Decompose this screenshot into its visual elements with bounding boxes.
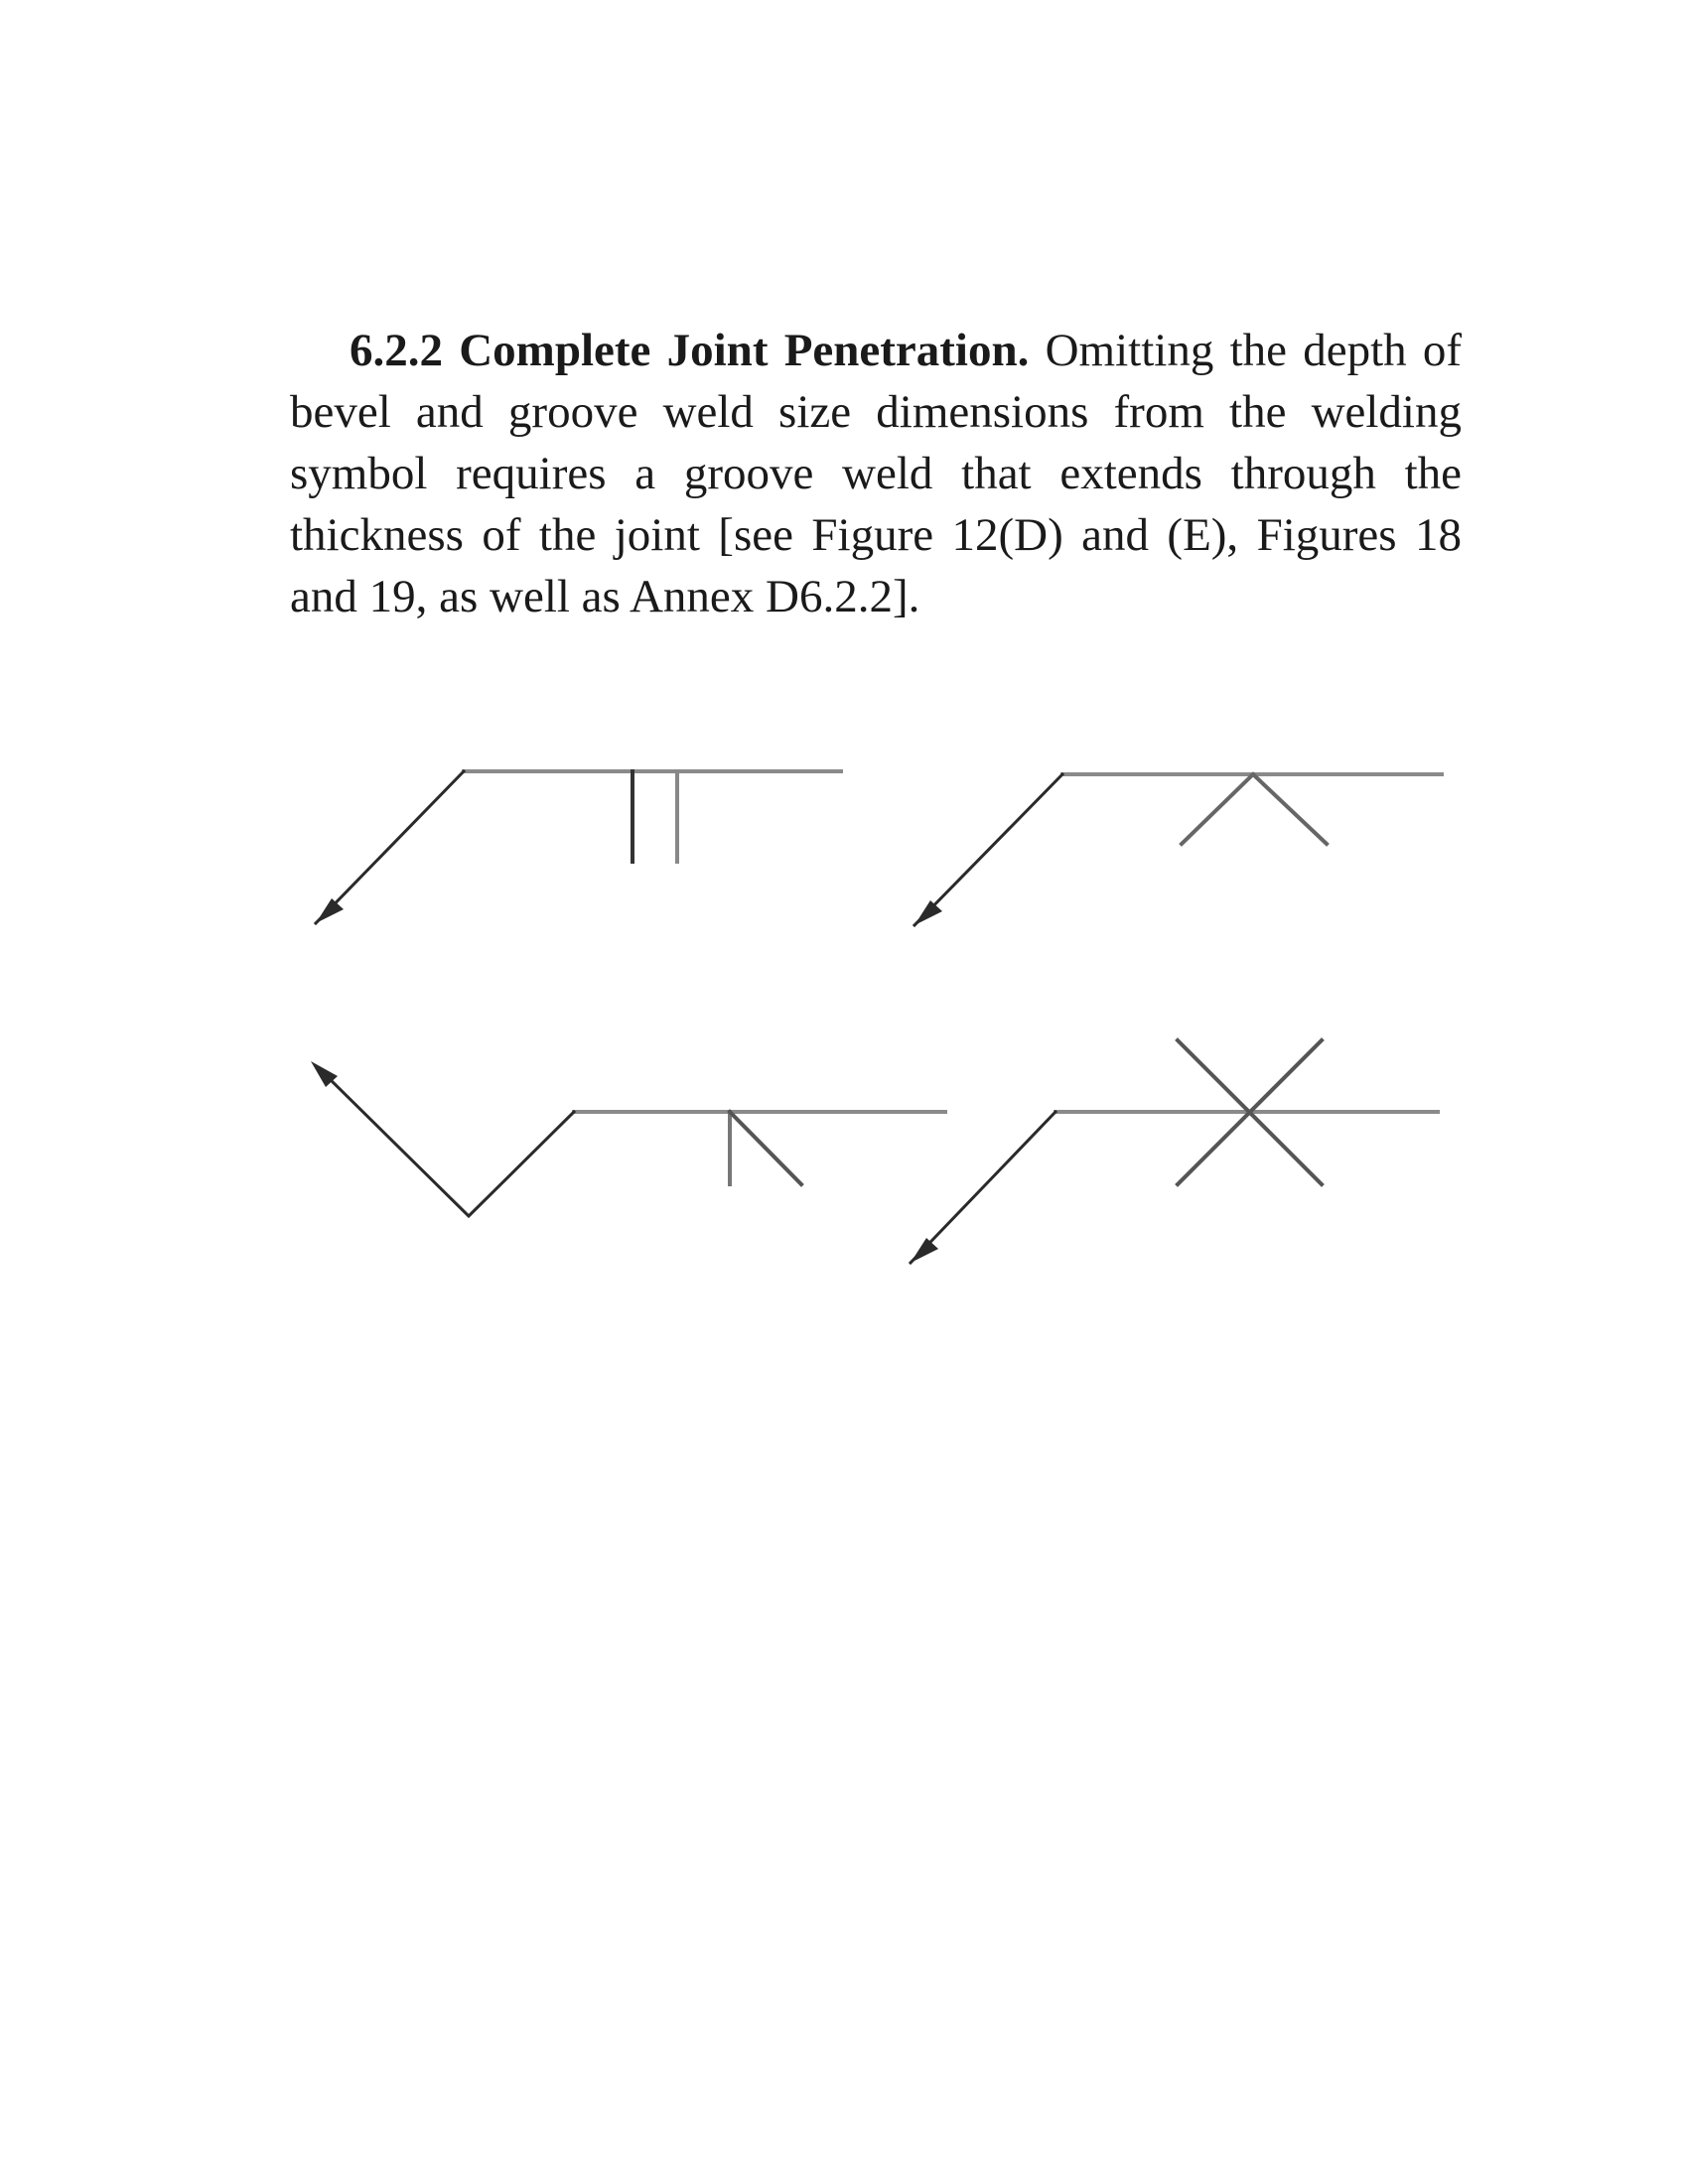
weld-mark [1182,774,1327,844]
bevel-groove-weld-symbol [311,1061,945,1216]
section-body: Omitting the depth of bevel and groove weld size dimensions from the welding symbol requires a groove weld that extends through the thickness of the joint [see Figure 12(D) and (E), Figures 18 and 19, as well as Annex D6.2.2]. [290,325,1463,622]
arrowhead [914,900,942,925]
arrowhead [316,898,344,923]
section-number: 6.2.2 [350,325,443,376]
weld-mark-bevel [730,1112,801,1184]
square-groove-weld-symbol [316,771,841,923]
arrow-leader [316,771,464,923]
v-groove-weld-symbol [914,774,1442,925]
arrowhead [911,1238,938,1263]
section-heading: Complete Joint Penetration. [459,325,1030,376]
arrow-leader [328,1077,574,1216]
arrow-leader [914,774,1062,925]
arrow-leader [911,1112,1055,1263]
double-v-groove-weld-symbol [911,1040,1438,1263]
